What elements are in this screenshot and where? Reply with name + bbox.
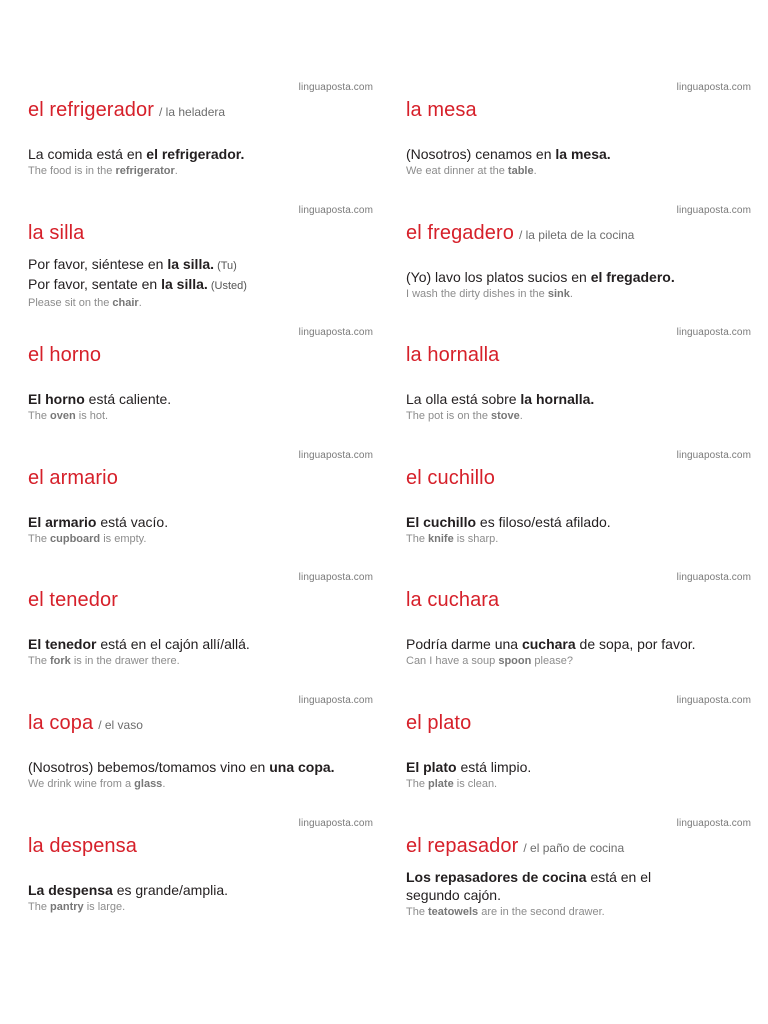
- spanish-example: [406, 886, 651, 904]
- card-heading: [406, 589, 499, 612]
- site-label: linguaposta.com: [676, 327, 751, 338]
- english-translation: [406, 905, 651, 919]
- translation-text: .: [519, 410, 523, 422]
- site-label: linguaposta.com: [298, 572, 373, 583]
- vocab-card-refrigerador: [28, 77, 373, 199]
- example-block: [406, 268, 675, 301]
- translation-highlight: oven: [50, 410, 76, 422]
- example-block: [28, 255, 247, 310]
- example-text: está en el: [586, 869, 652, 885]
- english-translation: [28, 777, 335, 791]
- translation-text: is hot.: [75, 410, 109, 422]
- vocab-highlight: El cuchillo: [406, 514, 477, 530]
- translation-text: is empty.: [100, 533, 147, 545]
- example-block: [406, 868, 651, 919]
- site-label: linguaposta.com: [298, 82, 373, 93]
- vocab-highlight: La despensa: [28, 882, 113, 898]
- spanish-example: [28, 635, 250, 653]
- example-block: [28, 635, 250, 668]
- spanish-example: [406, 390, 594, 408]
- vocab-highlight: Los repasadores de cocina: [406, 869, 587, 885]
- translation-text: is clean.: [453, 778, 498, 790]
- translation-text: The: [28, 533, 51, 545]
- example-text: La comida está en: [28, 146, 147, 162]
- vocab-term: la silla: [28, 222, 85, 244]
- usage-note: (Tu): [214, 260, 237, 272]
- translation-text: The: [28, 655, 51, 667]
- spanish-example: [28, 881, 228, 899]
- site-label: linguaposta.com: [298, 327, 373, 338]
- vocab-card-mesa: [406, 77, 751, 199]
- vocab-highlight: El horno: [28, 391, 85, 407]
- example-block: [28, 513, 168, 546]
- translation-highlight: pantry: [50, 901, 84, 913]
- vocab-highlight: cuchara: [521, 636, 576, 652]
- translation-highlight: knife: [428, 533, 454, 545]
- spanish-example: [28, 255, 247, 275]
- translation-text: is large.: [83, 901, 126, 913]
- vocab-term: el plato: [406, 712, 472, 734]
- example-block: [406, 145, 611, 178]
- translation-highlight: glass: [134, 778, 163, 790]
- vocab-alternative: / el paño de cocina: [523, 841, 625, 855]
- translation-text: The: [406, 906, 429, 918]
- vocab-term: la copa: [28, 712, 94, 734]
- english-translation: [406, 287, 675, 301]
- site-label: linguaposta.com: [298, 818, 373, 829]
- example-block: [28, 145, 244, 178]
- vocab-alternative: / la heladera: [159, 105, 226, 119]
- translation-text: The food is in the: [28, 165, 116, 177]
- example-text: (Yo) lavo los platos sucios en: [406, 269, 591, 285]
- vocab-card-repasador: [406, 813, 751, 935]
- vocab-highlight: el refrigerador.: [146, 146, 245, 162]
- site-label: linguaposta.com: [676, 695, 751, 706]
- vocab-highlight: la silla.: [161, 276, 208, 292]
- translation-text: are in the second drawer.: [478, 906, 605, 918]
- translation-text: We drink wine from a: [28, 778, 135, 790]
- english-translation: [28, 654, 250, 668]
- vocab-highlight: la silla.: [167, 256, 215, 272]
- vocab-card-cuchillo: [406, 445, 751, 567]
- translation-text: I wash the dirty dishes in the: [406, 288, 548, 300]
- usage-note: (Usted): [207, 280, 247, 292]
- translation-text: .: [138, 297, 142, 309]
- card-heading: [28, 467, 118, 490]
- card-heading: [28, 222, 84, 245]
- vocab-term: la despensa: [28, 835, 137, 857]
- spanish-example: [406, 268, 675, 286]
- vocab-term: la cuchara: [406, 589, 500, 611]
- site-label: linguaposta.com: [676, 818, 751, 829]
- translation-text: The: [406, 778, 429, 790]
- translation-text: Please sit on the: [28, 297, 113, 309]
- vocab-card-tenedor: [28, 567, 373, 689]
- vocab-term: el repasador: [406, 835, 519, 857]
- example-text: es grande/amplia.: [112, 882, 229, 898]
- translation-text: .: [569, 288, 573, 300]
- translation-highlight: spoon: [498, 655, 532, 667]
- spanish-example: [28, 513, 168, 531]
- english-translation: [28, 409, 171, 423]
- vocab-card-fregadero: [406, 200, 751, 322]
- vocab-highlight: El armario: [28, 514, 97, 530]
- vocab-highlight: una copa.: [269, 759, 335, 775]
- example-block: [406, 513, 611, 546]
- translation-highlight: fork: [50, 655, 71, 667]
- site-label: linguaposta.com: [676, 572, 751, 583]
- english-translation: [406, 409, 594, 423]
- example-text: está vacío.: [96, 514, 169, 530]
- card-heading: [28, 712, 143, 735]
- card-heading: [406, 712, 471, 735]
- translation-text: The: [28, 901, 51, 913]
- english-translation: [28, 296, 247, 310]
- translation-highlight: stove: [491, 410, 520, 422]
- vocab-highlight: El tenedor: [28, 636, 97, 652]
- translation-text: The: [28, 410, 51, 422]
- english-translation: [28, 164, 244, 178]
- vocab-term: el cuchillo: [406, 467, 495, 489]
- spanish-example: [406, 513, 611, 531]
- card-heading: [28, 99, 225, 122]
- vocab-term: el armario: [28, 467, 118, 489]
- example-block: [406, 390, 594, 423]
- card-heading: [406, 222, 634, 245]
- translation-highlight: table: [507, 165, 534, 177]
- site-label: linguaposta.com: [676, 205, 751, 216]
- spanish-example: [28, 145, 244, 163]
- card-heading: [28, 835, 137, 858]
- vocab-highlight: la mesa.: [555, 146, 611, 162]
- translation-text: is sharp.: [453, 533, 499, 545]
- translation-highlight: chair: [112, 297, 139, 309]
- vocab-term: el horno: [28, 344, 102, 366]
- example-text: Por favor, sentate en: [28, 276, 162, 292]
- spanish-example: [406, 145, 611, 163]
- example-text: La olla está sobre: [406, 391, 521, 407]
- translation-text: please?: [531, 655, 573, 667]
- vocab-alternative: / el vaso: [98, 718, 143, 732]
- translation-text: We eat dinner at the: [406, 165, 508, 177]
- translation-highlight: sink: [547, 288, 570, 300]
- example-text: (Nosotros) cenamos en: [406, 146, 556, 162]
- example-text: segundo cajón.: [406, 887, 501, 903]
- example-text: está en el cajón allí/allá.: [96, 636, 250, 652]
- vocab-highlight: El plato: [406, 759, 457, 775]
- vocab-highlight: el fregadero.: [590, 269, 675, 285]
- vocab-card-cuchara: [406, 567, 751, 689]
- example-block: [28, 758, 335, 791]
- vocab-term: el refrigerador: [28, 99, 155, 121]
- example-text: Podría darme una: [406, 636, 522, 652]
- english-translation: [28, 900, 228, 914]
- vocab-alternative: / la pileta de la cocina: [518, 228, 635, 242]
- translation-text: The: [406, 533, 429, 545]
- spanish-example: [28, 758, 335, 776]
- spanish-example: [28, 275, 247, 295]
- site-label: linguaposta.com: [298, 205, 373, 216]
- site-label: linguaposta.com: [676, 450, 751, 461]
- translation-text: Can I have a soup: [406, 655, 499, 667]
- translation-highlight: refrigerator: [115, 165, 175, 177]
- vocab-term: la mesa: [406, 99, 477, 121]
- translation-highlight: cupboard: [50, 533, 101, 545]
- vocab-card-despensa: [28, 813, 373, 935]
- translation-highlight: teatowels: [428, 906, 479, 918]
- card-heading: [406, 467, 495, 490]
- vocab-term: la hornalla: [406, 344, 500, 366]
- vocab-card-hornalla: [406, 322, 751, 444]
- spanish-example: [28, 390, 171, 408]
- vocab-card-copa: [28, 690, 373, 812]
- translation-text: .: [162, 778, 166, 790]
- site-label: linguaposta.com: [298, 450, 373, 461]
- vocab-highlight: la hornalla.: [520, 391, 595, 407]
- vocab-term: el fregadero: [406, 222, 514, 244]
- vocab-card-plato: [406, 690, 751, 812]
- example-text: Por favor, siéntese en: [28, 256, 168, 272]
- translation-text: .: [533, 165, 537, 177]
- vocab-card-armario: [28, 445, 373, 567]
- spanish-example: [406, 758, 531, 776]
- example-text: (Nosotros) bebemos/tomamos vino en: [28, 759, 270, 775]
- translation-text: The pot is on the: [406, 410, 491, 422]
- example-block: [406, 758, 531, 791]
- english-translation: [406, 777, 531, 791]
- card-heading: [406, 99, 477, 122]
- example-text: es filoso/está afilado.: [476, 514, 611, 530]
- site-label: linguaposta.com: [676, 82, 751, 93]
- translation-text: .: [174, 165, 178, 177]
- site-label: linguaposta.com: [298, 695, 373, 706]
- example-block: [28, 390, 171, 423]
- vocab-term: el tenedor: [28, 589, 118, 611]
- vocab-card-horno: [28, 322, 373, 444]
- example-text: está caliente.: [84, 391, 172, 407]
- card-heading: [406, 344, 499, 367]
- english-translation: [28, 532, 168, 546]
- english-translation: [406, 532, 611, 546]
- example-text: de sopa, por favor.: [575, 636, 696, 652]
- english-translation: [406, 164, 611, 178]
- card-heading: [406, 835, 624, 858]
- translation-highlight: plate: [428, 778, 454, 790]
- card-heading: [28, 344, 101, 367]
- spanish-example: [406, 635, 696, 653]
- translation-text: is in the drawer there.: [70, 655, 180, 667]
- vocab-card-silla: [28, 200, 373, 322]
- english-translation: [406, 654, 696, 668]
- example-block: [406, 635, 696, 668]
- card-heading: [28, 589, 118, 612]
- example-block: [28, 881, 228, 914]
- example-text: está limpio.: [456, 759, 532, 775]
- spanish-example: [406, 868, 651, 886]
